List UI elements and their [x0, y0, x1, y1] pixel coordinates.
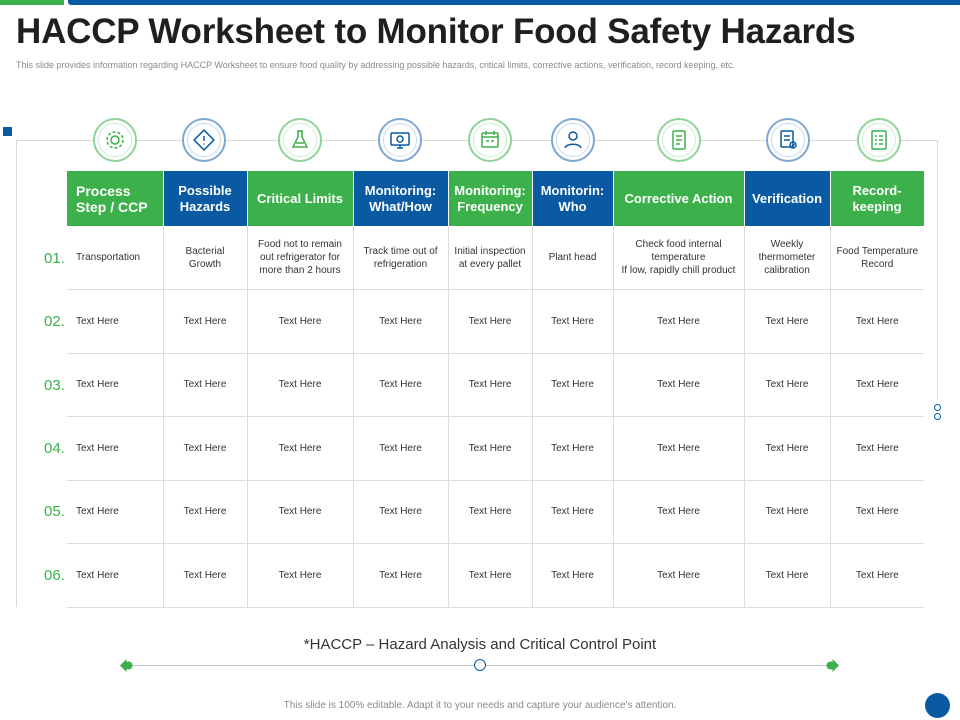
column-header: Monitoring: What/How	[353, 171, 448, 226]
table-header-row	[67, 171, 924, 226]
table-cell: Text Here	[353, 480, 448, 544]
person-icon	[551, 118, 595, 162]
table-cell: Text Here	[532, 417, 613, 481]
table-cell: Initial inspection at every pallet	[448, 226, 532, 290]
haccp-worksheet-table	[67, 171, 925, 608]
table-row	[67, 353, 924, 417]
row-number: 03.	[44, 377, 65, 394]
gear-cycle-icon	[93, 118, 137, 162]
column-header: Critical Limits	[247, 171, 353, 226]
column-header: Monitoring: Frequency	[448, 171, 532, 226]
table-cell: Text Here	[613, 544, 744, 608]
table-cell: Food not to remain out refrigerator for more than 2 hours	[247, 226, 353, 290]
hazard-diamond-icon	[182, 118, 226, 162]
table-cell: Weekly thermometer calibration	[744, 226, 830, 290]
top-accent-blue	[68, 0, 960, 5]
table-cell: Text Here	[744, 480, 830, 544]
table-cell: Text Here	[744, 544, 830, 608]
column-header: Record-keeping	[830, 171, 924, 226]
table-cell: Plant head	[532, 226, 613, 290]
table-cell: Text Here	[532, 290, 613, 354]
timeline-left-marker-icon	[119, 658, 134, 673]
table-cell: Text Here	[353, 417, 448, 481]
timeline-right-marker-icon	[825, 658, 840, 673]
table-cell: Text Here	[830, 290, 924, 354]
table-cell: Text Here	[613, 480, 744, 544]
table-cell: Text Here	[448, 480, 532, 544]
table-row	[67, 480, 924, 544]
column-header: Verification	[744, 171, 830, 226]
table-cell: Text Here	[67, 480, 163, 544]
table-cell: Transportation	[67, 226, 163, 290]
table-cell: Text Here	[613, 417, 744, 481]
table-row	[67, 226, 924, 290]
table-cell: Text Here	[67, 353, 163, 417]
table-row	[67, 417, 924, 481]
row-number: 05.	[44, 503, 65, 520]
slide-title: HACCP Worksheet to Monitor Food Safety Hazards	[16, 12, 856, 51]
table-cell: Text Here	[830, 417, 924, 481]
slide-subtitle: This slide provides information regarding HACCP Worksheet to ensure food quality by addressing possible hazards, critical limits, corrective actions, verification, record keeping, etc.	[16, 60, 735, 70]
flask-icon	[278, 118, 322, 162]
table-cell: Text Here	[353, 353, 448, 417]
table-cell: Check food internal temperature If low, rapidly chill product	[613, 226, 744, 290]
corner-dot	[925, 693, 950, 718]
timeline-center-marker	[474, 659, 486, 671]
table-cell: Text Here	[353, 290, 448, 354]
frame-corner-square	[3, 127, 12, 136]
table-cell: Track time out of refrigeration	[353, 226, 448, 290]
table-cell: Text Here	[744, 290, 830, 354]
table-cell: Text Here	[67, 290, 163, 354]
table-cell: Text Here	[830, 480, 924, 544]
table-cell: Text Here	[247, 290, 353, 354]
document-action-icon	[657, 118, 701, 162]
table-cell: Text Here	[247, 544, 353, 608]
table-cell: Food Temperature Record	[830, 226, 924, 290]
frame-line-left	[16, 140, 17, 607]
row-number: 01.	[44, 250, 65, 267]
table-cell: Text Here	[247, 353, 353, 417]
calendar-frequency-icon	[468, 118, 512, 162]
column-header: Possible Hazards	[163, 171, 247, 226]
record-file-icon	[857, 118, 901, 162]
table-cell: Text Here	[532, 480, 613, 544]
table-cell: Text Here	[448, 544, 532, 608]
table-cell: Text Here	[830, 544, 924, 608]
column-header: Corrective Action	[613, 171, 744, 226]
table-cell: Bacterial Growth	[163, 226, 247, 290]
column-header: Process Step / CCP	[67, 171, 163, 226]
table-cell: Text Here	[532, 544, 613, 608]
table-cell: Text Here	[448, 290, 532, 354]
row-number: 02.	[44, 313, 65, 330]
table-cell: Text Here	[744, 353, 830, 417]
table-cell: Text Here	[67, 544, 163, 608]
table-cell: Text Here	[163, 480, 247, 544]
row-number: 04.	[44, 440, 65, 457]
top-accent-green	[0, 0, 64, 5]
acronym-footnote: *HACCP – Hazard Analysis and Critical Control Point	[303, 636, 657, 653]
table-cell: Text Here	[532, 353, 613, 417]
column-header: Monitorin: Who	[532, 171, 613, 226]
table-cell: Text Here	[163, 417, 247, 481]
table-cell: Text Here	[448, 417, 532, 481]
table-cell: Text Here	[163, 290, 247, 354]
table-cell: Text Here	[163, 353, 247, 417]
editable-note: This slide is 100% editable. Adapt it to your needs and capture your audience's attention.	[283, 700, 677, 711]
frame-dots	[934, 404, 942, 422]
table-row	[67, 544, 924, 608]
table-cell: Text Here	[744, 417, 830, 481]
table-cell: Text Here	[247, 417, 353, 481]
table-cell: Text Here	[830, 353, 924, 417]
table-cell: Text Here	[67, 417, 163, 481]
table-cell: Text Here	[163, 544, 247, 608]
table-cell: Text Here	[353, 544, 448, 608]
table-cell: Text Here	[247, 480, 353, 544]
table-cell: Text Here	[448, 353, 532, 417]
monitoring-screen-icon	[378, 118, 422, 162]
row-number: 06.	[44, 567, 65, 584]
table-cell: Text Here	[613, 290, 744, 354]
table-row	[67, 290, 924, 354]
checklist-verify-icon	[766, 118, 810, 162]
frame-line-right	[937, 140, 938, 400]
table-cell: Text Here	[613, 353, 744, 417]
